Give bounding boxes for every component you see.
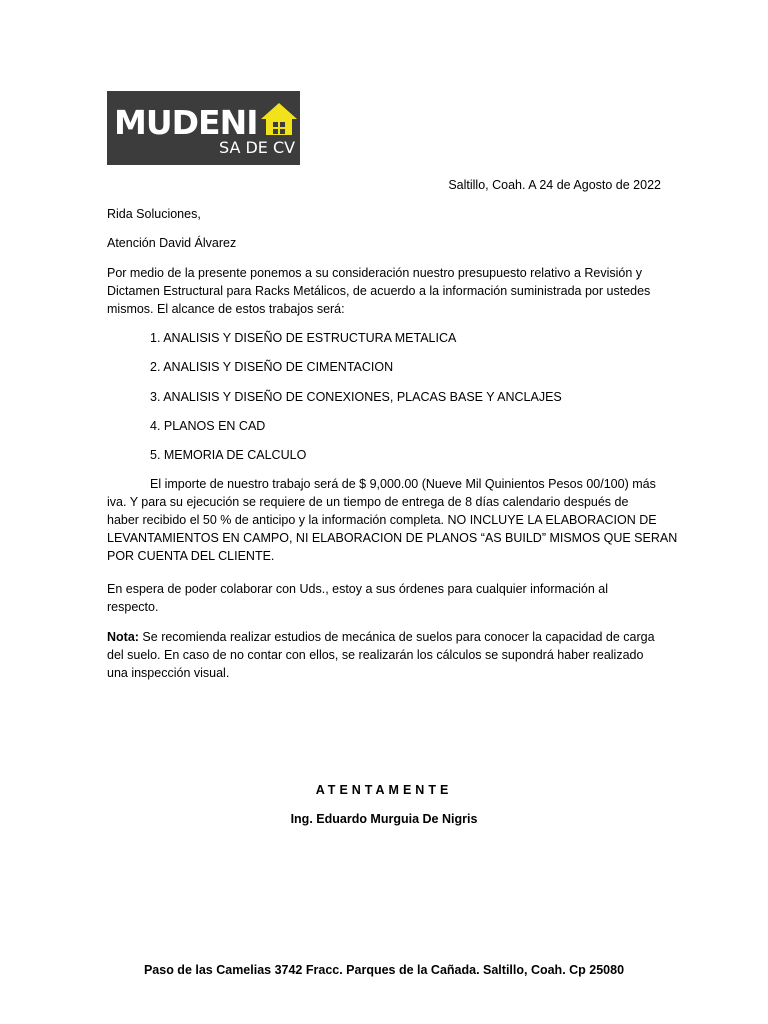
price-line: El importe de nuestro trabajo será de $ 9,000.00 (Nueve Mil Quinientos Pesos 00/100) más [150,477,656,491]
scope-item: 1. ANALISIS Y DISEÑO DE ESTRUCTURA METALICA [150,331,457,345]
note-paragraph [107,628,667,682]
note-first-line [107,628,667,646]
attention-line: Atención David Álvarez [107,236,237,250]
price-line: POR CUENTA DEL CLIENTE. [107,549,275,563]
price-paragraph [107,475,678,565]
waiting-line: En espera de poder colaborar con Uds., estoy a sus órdenes para cualquier información al [107,582,608,596]
scope-item: 3. ANALISIS Y DISEÑO DE CONEXIONES, PLACAS BASE Y ANCLAJES [150,390,562,404]
intro-paragraph [107,264,667,318]
logo-subtitle: SA DE CV [219,138,296,157]
recipient: Rida Soluciones, [107,207,201,221]
footer-address: Paso de las Camelias 3742 Fracc. Parques de la Cañada. Saltillo, Coah. Cp 25080 [143,963,625,977]
note-line: del suelo. En caso de no contar con ellos, se realizarán los cálculos se supondrá haber realizado [107,648,644,662]
intro-line: Por medio de la presente ponemos a su consideración nuestro presupuesto relativo a Revisión y [107,266,643,280]
scope-item: 5. MEMORIA DE CALCULO [150,448,307,462]
scope-item: 4. PLANOS EN CAD [150,419,266,433]
date-line: Saltillo, Coah. A 24 de Agosto de 2022 [448,178,661,192]
price-line: iva. Y para su ejecución se requiere de un tiempo de entrega de 8 días calendario después de [107,495,629,509]
closing-salutation: ATENTAMENTE [315,783,453,797]
scope-item: 2. ANALISIS Y DISEÑO DE CIMENTACION [150,360,394,374]
note-label: Nota: [107,630,139,644]
intro-line: mismos. El alcance de estos trabajos será: [107,302,345,316]
signer-name: Ing. Eduardo Murguia De Nigris [290,812,478,826]
company-logo [107,91,300,165]
intro-line: Dictamen Estructural para Racks Metálicos, de acuerdo a la información suministrada por ustedes [107,284,651,298]
house-icon [259,101,299,137]
waiting-paragraph [107,580,667,616]
price-line: haber recibido el 50 % de anticipo y la información completa. NO INCLUYE LA ELABORACION DE [107,513,657,527]
waiting-line: respecto. [107,600,159,614]
logo-name: MUDENI [114,103,258,142]
price-line: LEVANTAMIENTOS EN CAMPO, NI ELABORACION DE PLANOS “AS BUILD” MISMOS QUE SERAN [107,531,678,545]
note-line: una inspección visual. [107,666,230,680]
note-text: Se recomienda realizar estudios de mecánica de suelos para conocer la capacidad de carga [138,630,655,644]
